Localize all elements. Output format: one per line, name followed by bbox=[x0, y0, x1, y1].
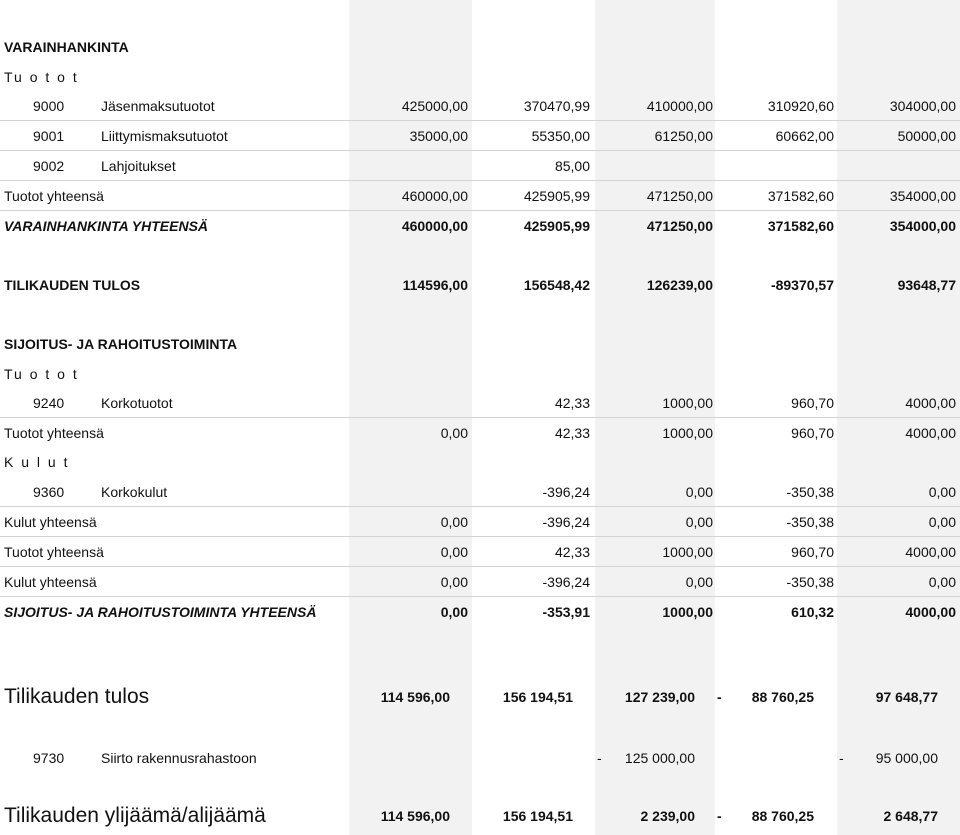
negative-sign: - bbox=[597, 750, 602, 766]
summary-label: Tilikauden tulos bbox=[4, 685, 150, 708]
table-row bbox=[0, 480, 960, 504]
value-col3: 0,00 bbox=[685, 574, 713, 590]
value-col5: 0,00 bbox=[928, 484, 956, 500]
table-row bbox=[0, 154, 960, 178]
account-name: Lahjoitukset bbox=[101, 158, 176, 174]
subtotal-row bbox=[0, 510, 960, 534]
total-row bbox=[0, 214, 960, 238]
value-col1: 0,00 bbox=[440, 514, 468, 530]
value-col2: 85,00 bbox=[554, 158, 590, 174]
value-col4: -350,38 bbox=[786, 484, 834, 500]
row-divider bbox=[0, 536, 960, 537]
value-col3: 2 239,00 bbox=[640, 808, 695, 824]
row-divider bbox=[0, 566, 960, 567]
result-label: TILIKAUDEN TULOS bbox=[4, 277, 141, 293]
value-col3: 127 239,00 bbox=[624, 689, 695, 705]
total-label: SIJOITUS- JA RAHOITUSTOIMINTA YHTEENSÄ bbox=[4, 604, 317, 620]
value-col1: 0,00 bbox=[440, 544, 468, 560]
subtotal-row bbox=[0, 540, 960, 564]
account-code: 9000 bbox=[33, 98, 65, 114]
value-col1: 114 596,00 bbox=[380, 689, 450, 705]
value-col2: 42,33 bbox=[554, 425, 590, 441]
value-col4: 310920,60 bbox=[767, 98, 834, 114]
account-name: Siirto rakennusrahastoon bbox=[101, 750, 257, 766]
value-col1: 114 596,00 bbox=[380, 808, 450, 824]
subheading-text: K u l u t bbox=[4, 454, 70, 470]
value-col2: -396,24 bbox=[542, 484, 590, 500]
table-row bbox=[0, 391, 960, 415]
subtotal-label: Tuotot yhteensä bbox=[4, 425, 104, 441]
value-col5: 304000,00 bbox=[889, 98, 956, 114]
value-col2: 156 194,51 bbox=[502, 808, 573, 824]
value-col1: 35000,00 bbox=[409, 128, 468, 144]
value-col3: 125 000,00 bbox=[624, 750, 695, 766]
row-divider bbox=[0, 596, 960, 597]
negative-sign: - bbox=[717, 689, 722, 705]
row-divider bbox=[0, 150, 960, 151]
subheading-text: Tu o t o t bbox=[4, 366, 79, 382]
value-col1: 0,00 bbox=[440, 425, 468, 441]
value-col4: 960,70 bbox=[791, 544, 834, 560]
value-col5: 4000,00 bbox=[905, 395, 956, 411]
value-col5: 2 648,77 bbox=[883, 808, 938, 824]
value-col4: -350,38 bbox=[786, 574, 834, 590]
total-row bbox=[0, 600, 960, 624]
table-row bbox=[0, 94, 960, 118]
value-col4: 371582,60 bbox=[767, 218, 834, 234]
account-code: 9001 bbox=[33, 128, 65, 144]
value-col3: 1000,00 bbox=[662, 544, 713, 560]
value-col5: 93648,77 bbox=[897, 277, 956, 293]
subheading bbox=[0, 362, 960, 386]
subtotal-label: Tuotot yhteensä bbox=[4, 544, 104, 560]
row-divider bbox=[0, 417, 960, 418]
value-col2: 55350,00 bbox=[531, 128, 590, 144]
heading-text: SIJOITUS- JA RAHOITUSTOIMINTA bbox=[4, 336, 238, 352]
subtotal-label: Kulut yhteensä bbox=[4, 514, 97, 530]
account-name: Korkotuotot bbox=[101, 395, 173, 411]
value-col5: 354000,00 bbox=[889, 188, 956, 204]
value-col5: 97 648,77 bbox=[875, 689, 938, 705]
value-col5: 4000,00 bbox=[905, 604, 956, 620]
value-col2: 425905,99 bbox=[523, 218, 590, 234]
summary-result-row bbox=[0, 680, 960, 714]
subtotal-label: Tuotot yhteensä bbox=[4, 188, 104, 204]
value-col2: -353,91 bbox=[542, 604, 590, 620]
row-divider bbox=[0, 180, 960, 181]
value-col3: 126239,00 bbox=[646, 277, 713, 293]
row-divider bbox=[0, 506, 960, 507]
value-col2: -396,24 bbox=[542, 574, 590, 590]
value-col3: 0,00 bbox=[685, 484, 713, 500]
summary-label: Tilikauden ylijäämä/alijäämä bbox=[4, 804, 266, 827]
value-col2: 156548,42 bbox=[523, 277, 590, 293]
negative-sign: - bbox=[717, 808, 722, 824]
value-col3: 1000,00 bbox=[662, 395, 713, 411]
value-col2: 370470,99 bbox=[523, 98, 590, 114]
account-code: 9002 bbox=[33, 158, 65, 174]
value-col2: 42,33 bbox=[554, 395, 590, 411]
value-col4: 610,32 bbox=[791, 604, 834, 620]
value-col1: 0,00 bbox=[440, 604, 468, 620]
value-col3: 410000,00 bbox=[646, 98, 713, 114]
value-col3: 471250,00 bbox=[646, 188, 713, 204]
value-col1: 425000,00 bbox=[401, 98, 468, 114]
value-col1: 0,00 bbox=[440, 574, 468, 590]
table-row bbox=[0, 124, 960, 148]
subheading-text: Tu o t o t bbox=[4, 69, 79, 85]
value-col4: 960,70 bbox=[791, 395, 834, 411]
account-name: Korkokulut bbox=[101, 484, 168, 500]
value-col4: -89370,57 bbox=[770, 277, 834, 293]
heading-text: VARAINHANKINTA bbox=[4, 39, 129, 55]
value-col4: -350,38 bbox=[786, 514, 834, 530]
section-heading bbox=[0, 35, 960, 59]
account-code: 9360 bbox=[33, 484, 65, 500]
account-name: Jäsenmaksutuotot bbox=[101, 98, 215, 114]
subtotal-row bbox=[0, 421, 960, 445]
value-col3: 61250,00 bbox=[654, 128, 713, 144]
value-col5: 50000,00 bbox=[897, 128, 956, 144]
row-divider bbox=[0, 210, 960, 211]
value-col5: 0,00 bbox=[928, 574, 956, 590]
value-col1: 460000,00 bbox=[401, 188, 468, 204]
value-col1: 114596,00 bbox=[402, 277, 468, 293]
value-col3: 0,00 bbox=[685, 514, 713, 530]
value-col4: 88 760,25 bbox=[751, 689, 814, 705]
summary-surplus-row bbox=[0, 799, 960, 833]
value-col2: 42,33 bbox=[554, 544, 590, 560]
value-col5: 4000,00 bbox=[905, 544, 956, 560]
value-col5: 4000,00 bbox=[905, 425, 956, 441]
value-col5: 95 000,00 bbox=[875, 750, 938, 766]
negative-sign: - bbox=[839, 750, 844, 766]
total-label: VARAINHANKINTA YHTEENSÄ bbox=[4, 218, 209, 234]
value-col2: -396,24 bbox=[542, 514, 590, 530]
value-col5: 0,00 bbox=[928, 514, 956, 530]
account-code: 9730 bbox=[33, 750, 65, 766]
value-col3: 471250,00 bbox=[646, 218, 713, 234]
value-col4: 371582,60 bbox=[767, 188, 834, 204]
account-name: Liittymismaksutuotot bbox=[101, 128, 228, 144]
account-code: 9240 bbox=[33, 395, 65, 411]
transfer-row bbox=[0, 746, 960, 770]
value-col5: 354000,00 bbox=[889, 218, 956, 234]
value-col4: 960,70 bbox=[791, 425, 834, 441]
subtotal-row bbox=[0, 570, 960, 594]
result-row bbox=[0, 273, 960, 297]
value-col4: 88 760,25 bbox=[751, 808, 814, 824]
section-heading bbox=[0, 332, 960, 356]
row-divider bbox=[0, 120, 960, 121]
value-col2: 156 194,51 bbox=[502, 689, 573, 705]
subtotal-row bbox=[0, 184, 960, 208]
value-col1: 460000,00 bbox=[401, 218, 468, 234]
value-col3: 1000,00 bbox=[662, 425, 713, 441]
value-col4: 60662,00 bbox=[775, 128, 834, 144]
subtotal-label: Kulut yhteensä bbox=[4, 574, 97, 590]
subheading bbox=[0, 450, 960, 474]
subheading bbox=[0, 65, 960, 89]
value-col3: 1000,00 bbox=[662, 604, 713, 620]
value-col2: 425905,99 bbox=[523, 188, 590, 204]
